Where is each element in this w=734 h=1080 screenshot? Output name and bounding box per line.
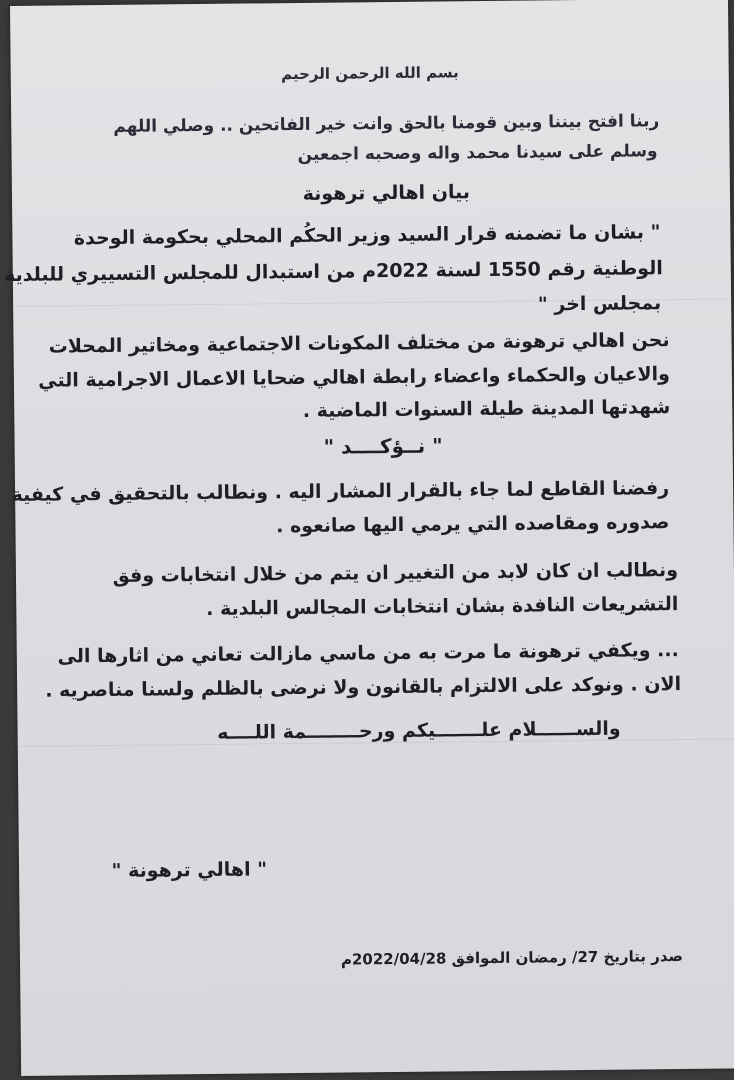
subject-line-3: بمجلس اخر "	[537, 292, 662, 316]
verse-line-1: ربنا افتح بيننا وبين قومنا بالحق وانت خير الفاتحين .. وصلي اللهم	[113, 111, 660, 137]
point1-line-2: صدوره ومقاصده التي يرمي اليها صانعوه .	[276, 511, 670, 538]
statement-title: بيان اهالي ترهونة	[302, 181, 471, 205]
point3-line-1: ... ويكفي ترهونة ما مرت به من ماسي مازالت تعاني من اثارها الى	[57, 639, 679, 668]
basmala: بسم الله الرحمن الرحيم	[281, 63, 459, 84]
statement-paper	[3, 0, 734, 1076]
closing-greeting: والســــــلام علـــــــيكم ورحــــــــمة اللــــه	[217, 717, 621, 744]
subject-line-2: الوطنية رقم 1550 لسنة 2022م من استبدال للمجلس التسييري للبلدية	[3, 257, 663, 287]
intro-line-2: والاعيان والحكماء واعضاء رابطة اهالي ضحايا الاعمال الاجرامية التي	[38, 363, 671, 392]
verse-line-2: وسلم على سيدنا محمد واله وصحبه اجمعين	[297, 141, 658, 165]
point1-line-1: رفضنا القاطع لما جاء بالقرار المشار اليه . ونطالب بالتحقيق في كيفية	[11, 477, 670, 507]
intro-line-1: نحن اهالي ترهونة من مختلف المكونات الاجتماعية ومخاتير المحلات	[48, 329, 670, 358]
point2-line-2: التشريعات النافدة بشان انتخابات المجالس البلدية .	[206, 593, 679, 620]
subject-line-1: " بشان ما تضمنه قرار السيد وزير الحكُم المحلي بحكومة الوحدة	[73, 221, 661, 250]
emphasis-heading: " نــؤكــــد "	[323, 433, 443, 459]
issue-date: صدر بتاريخ 27/ رمضان الموافق 2022/04/28م	[340, 947, 684, 969]
intro-line-3: شهدتها المدينة طيلة السنوات الماضية .	[302, 396, 671, 422]
point2-line-1: ونطالب ان كان لابد من التغيير ان يتم من خلال انتخابات وفق	[112, 559, 679, 587]
signature: " اهالي ترهونة "	[111, 858, 268, 882]
point3-line-2: الان . ونوكد على الالتزام بالقانون ولا نرضى بالظلم ولسنا مناصريه .	[45, 673, 682, 702]
